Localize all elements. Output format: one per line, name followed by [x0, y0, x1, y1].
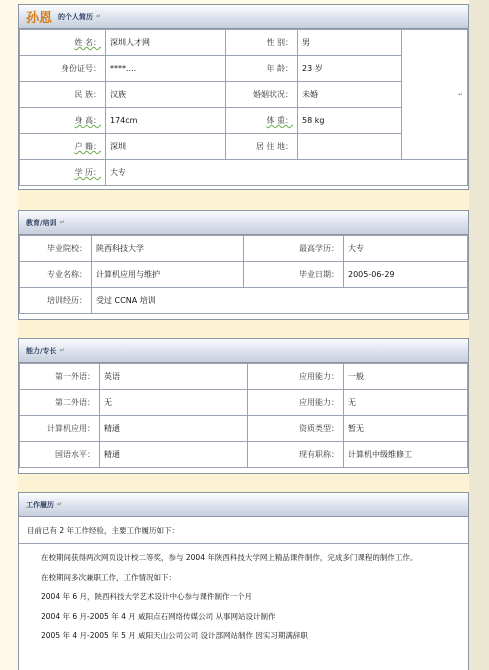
education-title: 教育/培训: [26, 218, 57, 227]
label-computer: 计算机应用：: [20, 416, 100, 442]
label-ability1: 应用能力：: [248, 364, 344, 390]
work-paragraph[interactable]: 2005 年 4 月-2005 年 5 月 咸阳天山公司公司 设计部网站制作 因实习期满辞职: [41, 631, 308, 640]
label-title-held: 现有职称：: [248, 442, 344, 468]
label-training: 培训经历：: [20, 288, 92, 314]
value-ability1[interactable]: 一般: [344, 364, 468, 390]
label-hukou: 户 籍：: [20, 134, 106, 160]
skills-header: [19, 339, 468, 363]
value-name[interactable]: 深圳人才网: [106, 30, 226, 56]
label-grad-date: 毕业日期：: [244, 262, 344, 288]
value-training[interactable]: 受过 CCNA 培训: [92, 288, 468, 314]
label-cert-type: 资质类型：: [248, 416, 344, 442]
value-gender[interactable]: 男: [298, 30, 402, 56]
label-lang1: 第一外语：: [20, 364, 100, 390]
personal-info-table: [19, 29, 468, 186]
skills-section: [18, 338, 469, 474]
label-major: 专业名称：: [20, 262, 92, 288]
skills-title: 能力/专长: [26, 346, 57, 355]
work-title: 工作履历: [26, 500, 54, 509]
label-school: 毕业院校：: [20, 236, 92, 262]
label-mandarin: 国语水平：: [20, 442, 100, 468]
label-ability2: 应用能力：: [248, 390, 344, 416]
value-ability2[interactable]: 无: [344, 390, 468, 416]
paragraph-mark-icon: ↵: [57, 501, 63, 508]
label-height: 身 高：: [20, 108, 106, 134]
value-title-held[interactable]: 计算机中级维修工: [344, 442, 468, 468]
work-paragraph[interactable]: 2004 年 6 月-2005 年 4 月 咸阳点石网络传媒公司 从事网站设计制作: [41, 611, 276, 621]
work-paragraph[interactable]: 2004 年 6 月，陕西科技大学艺术设计中心参与课件制作一个月: [41, 592, 253, 601]
work-summary-row: [19, 517, 468, 544]
education-table: [19, 235, 468, 314]
resume-title: 的个人简历: [58, 12, 94, 21]
paragraph-mark-icon: ↵: [59, 347, 65, 354]
work-paragraph[interactable]: 在校期间获得两次网页设计校二等奖，参与 2004 年陕西科技大学网上精品课件制作，完成多门课程的制作工作。: [41, 553, 418, 562]
label-marital: 婚姻状况：: [226, 82, 298, 108]
label-id: 身份证号：: [20, 56, 106, 82]
section-gap: [18, 320, 469, 338]
label-ethnicity: 民 族：: [20, 82, 106, 108]
label-gender: 性 别：: [226, 30, 298, 56]
value-lang2[interactable]: 无: [100, 390, 248, 416]
work-section: [18, 492, 469, 670]
education-header: [19, 211, 468, 235]
section-gap: [18, 474, 469, 492]
label-lang2: 第二外语：: [20, 390, 100, 416]
value-residence[interactable]: [298, 134, 402, 160]
value-age[interactable]: 23 岁: [298, 56, 402, 82]
work-summary[interactable]: 目前已有 2 年工作经验，主要工作履历如下：: [27, 525, 180, 535]
work-paragraph[interactable]: 在校期间多次兼职工作，工作情况如下：: [41, 572, 176, 582]
personal-info-header: [19, 5, 468, 29]
work-details: [19, 544, 468, 646]
section-gap: [18, 190, 469, 210]
label-education: 学 历：: [20, 160, 106, 186]
value-hukou[interactable]: 深圳: [106, 134, 226, 160]
photo-cell: ↵: [402, 30, 468, 160]
value-grad-date[interactable]: 2005-06-29: [344, 262, 468, 288]
label-age: 年 龄：: [226, 56, 298, 82]
page-margin-right: [469, 0, 489, 670]
value-mandarin[interactable]: 精通: [100, 442, 248, 468]
work-header: [19, 493, 468, 517]
value-major[interactable]: 计算机应用与维护: [92, 262, 244, 288]
education-section: [18, 210, 469, 320]
label-weight: 体 重：: [226, 108, 298, 134]
value-cert-type[interactable]: 暂无: [344, 416, 468, 442]
value-degree[interactable]: 大专: [344, 236, 468, 262]
brand-name: 孙恩: [26, 11, 53, 26]
label-degree: 最高学历：: [244, 236, 344, 262]
value-ethnicity[interactable]: 汉族: [106, 82, 226, 108]
value-education[interactable]: 大专: [106, 160, 468, 186]
paragraph-mark-icon: ↵: [59, 219, 65, 226]
skills-table: [19, 363, 468, 468]
value-id[interactable]: ****....: [106, 56, 226, 82]
value-computer[interactable]: 精通: [100, 416, 248, 442]
value-weight[interactable]: 58 kg: [298, 108, 402, 134]
value-lang1[interactable]: 英语: [100, 364, 248, 390]
value-marital[interactable]: 未婚: [298, 82, 402, 108]
value-school[interactable]: 陕西科技大学: [92, 236, 244, 262]
label-name: 姓 名：: [20, 30, 106, 56]
paragraph-mark-icon: ↵: [96, 13, 102, 20]
personal-info-section: [18, 4, 469, 190]
label-residence: 居 住 地：: [226, 134, 298, 160]
value-height[interactable]: 174cm: [106, 108, 226, 134]
